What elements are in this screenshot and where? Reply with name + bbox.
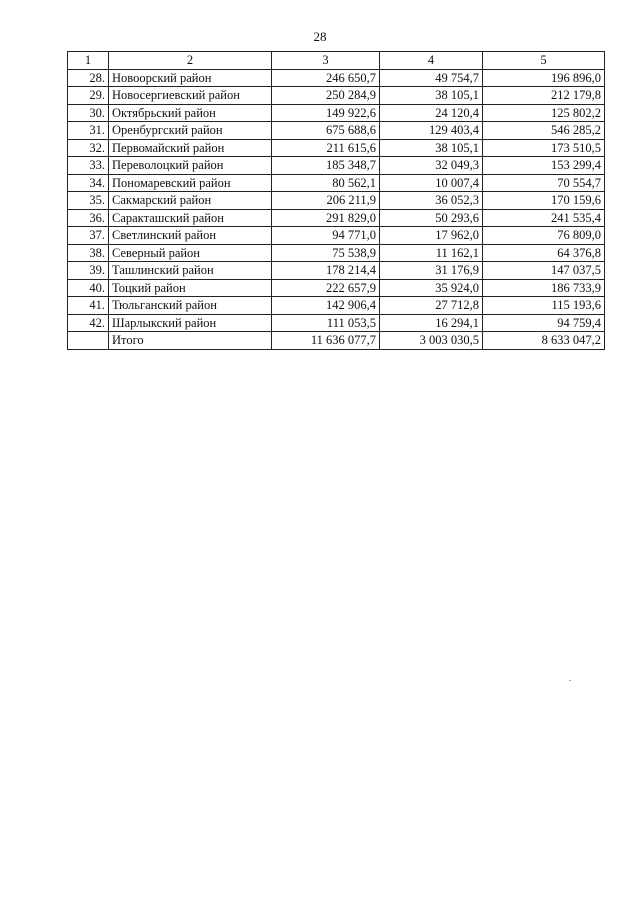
row-number: 41. [68, 297, 109, 315]
total-value-col3: 11 636 077,7 [272, 332, 380, 350]
column-header: 4 [380, 52, 483, 70]
district-name: Тюльганский район [109, 297, 272, 315]
table-row [68, 192, 605, 210]
value-col3: 178 214,4 [272, 262, 380, 280]
scan-mark [569, 680, 571, 681]
value-col5: 64 376,8 [483, 244, 605, 262]
row-number: 40. [68, 279, 109, 297]
value-col3: 185 348,7 [272, 157, 380, 175]
district-name: Переволоцкий район [109, 157, 272, 175]
value-col3: 246 650,7 [272, 69, 380, 87]
row-number: 37. [68, 227, 109, 245]
value-col4: 38 105,1 [380, 139, 483, 157]
district-name: Новосергиевский район [109, 87, 272, 105]
row-number: 29. [68, 87, 109, 105]
value-col4: 129 403,4 [380, 122, 483, 140]
budget-table [67, 51, 605, 350]
row-number: 32. [68, 139, 109, 157]
value-col5: 186 733,9 [483, 279, 605, 297]
column-header: 1 [68, 52, 109, 70]
value-col3: 149 922,6 [272, 104, 380, 122]
value-col4: 49 754,7 [380, 69, 483, 87]
value-col3: 211 615,6 [272, 139, 380, 157]
column-header: 3 [272, 52, 380, 70]
value-col4: 17 962,0 [380, 227, 483, 245]
value-col3: 675 688,6 [272, 122, 380, 140]
district-name: Новоорский район [109, 69, 272, 87]
district-name: Оренбургский район [109, 122, 272, 140]
total-value-col5: 8 633 047,2 [483, 332, 605, 350]
table-body [68, 69, 605, 349]
value-col5: 94 759,4 [483, 314, 605, 332]
row-number: 34. [68, 174, 109, 192]
table-row [68, 174, 605, 192]
value-col3: 142 906,4 [272, 297, 380, 315]
value-col4: 10 007,4 [380, 174, 483, 192]
row-number: 35. [68, 192, 109, 210]
value-col4: 38 105,1 [380, 87, 483, 105]
value-col4: 27 712,8 [380, 297, 483, 315]
district-name: Саракташский район [109, 209, 272, 227]
table-row [68, 139, 605, 157]
table-row [68, 244, 605, 262]
value-col5: 70 554,7 [483, 174, 605, 192]
value-col5: 196 896,0 [483, 69, 605, 87]
district-name: Первомайский район [109, 139, 272, 157]
value-col4: 32 049,3 [380, 157, 483, 175]
district-name: Тоцкий район [109, 279, 272, 297]
row-number: 31. [68, 122, 109, 140]
district-name: Ташлинский район [109, 262, 272, 280]
total-row-number [68, 332, 109, 350]
page-number: 28 [313, 29, 327, 44]
value-col5: 546 285,2 [483, 122, 605, 140]
value-col5: 153 299,4 [483, 157, 605, 175]
row-number: 36. [68, 209, 109, 227]
table-row [68, 157, 605, 175]
value-col3: 75 538,9 [272, 244, 380, 262]
total-row [68, 332, 605, 350]
row-number: 38. [68, 244, 109, 262]
row-number: 30. [68, 104, 109, 122]
column-header: 2 [109, 52, 272, 70]
row-number: 39. [68, 262, 109, 280]
value-col5: 212 179,8 [483, 87, 605, 105]
row-number: 33. [68, 157, 109, 175]
table-row [68, 279, 605, 297]
value-col3: 291 829,0 [272, 209, 380, 227]
value-col5: 241 535,4 [483, 209, 605, 227]
value-col5: 170 159,6 [483, 192, 605, 210]
column-header: 5 [483, 52, 605, 70]
row-number: 42. [68, 314, 109, 332]
value-col5: 147 037,5 [483, 262, 605, 280]
value-col5: 76 809,0 [483, 227, 605, 245]
table-row [68, 104, 605, 122]
value-col4: 24 120,4 [380, 104, 483, 122]
table-row [68, 69, 605, 87]
value-col5: 125 802,2 [483, 104, 605, 122]
table-row [68, 87, 605, 105]
value-col4: 35 924,0 [380, 279, 483, 297]
table-row [68, 209, 605, 227]
value-col3: 250 284,9 [272, 87, 380, 105]
value-col3: 111 053,5 [272, 314, 380, 332]
value-col4: 50 293,6 [380, 209, 483, 227]
value-col4: 31 176,9 [380, 262, 483, 280]
value-col4: 36 052,3 [380, 192, 483, 210]
value-col5: 115 193,6 [483, 297, 605, 315]
value-col4: 16 294,1 [380, 314, 483, 332]
table-header-row [68, 52, 605, 70]
district-name: Светлинский район [109, 227, 272, 245]
value-col3: 94 771,0 [272, 227, 380, 245]
district-name: Октябрьский район [109, 104, 272, 122]
table-row [68, 227, 605, 245]
row-number: 28. [68, 69, 109, 87]
total-value-col4: 3 003 030,5 [380, 332, 483, 350]
table-row [68, 314, 605, 332]
value-col3: 206 211,9 [272, 192, 380, 210]
table-row [68, 122, 605, 140]
district-name: Пономаревский район [109, 174, 272, 192]
district-name: Шарлыкский район [109, 314, 272, 332]
value-col3: 80 562,1 [272, 174, 380, 192]
value-col3: 222 657,9 [272, 279, 380, 297]
district-name: Северный район [109, 244, 272, 262]
table-row [68, 297, 605, 315]
value-col5: 173 510,5 [483, 139, 605, 157]
value-col4: 11 162,1 [380, 244, 483, 262]
table-row [68, 262, 605, 280]
district-name: Сакмарский район [109, 192, 272, 210]
total-label: Итого [109, 332, 272, 350]
